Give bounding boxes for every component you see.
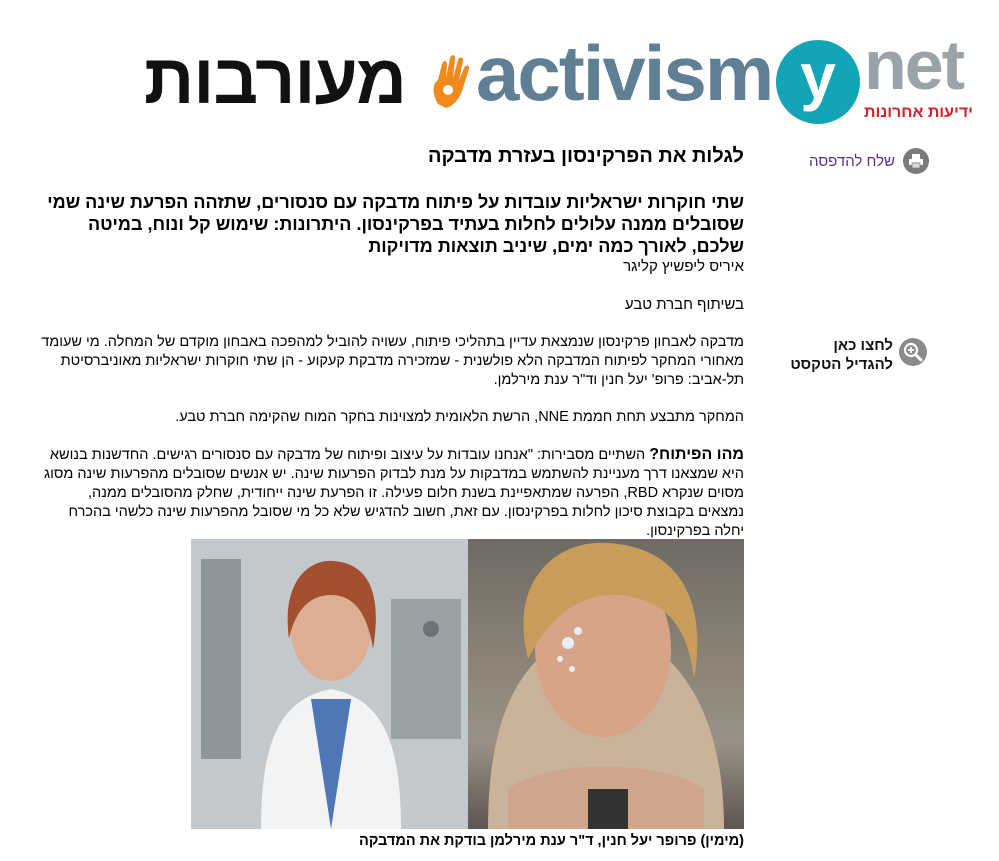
ynet-net-text: net bbox=[864, 26, 963, 104]
article-photo bbox=[191, 539, 744, 829]
article-author: איריס ליפשיץ קליגר bbox=[623, 258, 744, 275]
photo-caption: (מימין) פרופר יעל חנין, ד"ר ענת מירלמן בודקת את המדבקה bbox=[359, 833, 744, 849]
article-subtitle: שתי חוקרות ישראליות עובדות על פיתוח מדבקה עם סנסורים, שתזהה הפרעת שינה שמי שסובלים ממנה עלולים לחלות בעתיד בפרקינסון. היתרונות: שימוש קל ונוח, במיטה שלכם, לאורך כמה ימים, שיניב תוצאות מדויקות bbox=[47, 192, 744, 256]
article-paragraph-1: מדבקה לאבחון פרקינסון שנמצאת עדיין בתהליכי פיתוח, עשויה להוביל למהפכה באבחון מוקדם של המחלה. מי שעומד מאחורי המחקר לפיתוח המדבקה הלא פולשנית - שמזכירה מדבקת קעקוע - הן שתי חוקרות ישראליות מאוניברסיטת תל-אביב: פרופ' יעל חנין וד"ר ענת מירלמן. bbox=[41, 334, 744, 388]
article bbox=[40, 143, 744, 849]
ynet-logo[interactable] bbox=[776, 26, 976, 130]
print-link-label[interactable]: שלח להדפסה bbox=[808, 152, 895, 170]
activism-logo-text: activism bbox=[476, 29, 773, 117]
enlarge-text-label[interactable]: לחצו כאן להגדיל הטקסט bbox=[790, 337, 893, 373]
article-paragraph-3 bbox=[40, 445, 744, 541]
article-title: לגלות את הפרקינסון בעזרת מדבקה bbox=[427, 145, 744, 167]
photo-woman-left bbox=[468, 539, 744, 829]
photo-woman-right bbox=[191, 539, 468, 829]
print-button[interactable] bbox=[809, 148, 929, 174]
article-partner-note: בשיתוף חברת טבע bbox=[624, 296, 744, 313]
paragraph-3-body: השתיים מסבירות: "אנחנו עובדות על עיצוב ופיתוח של מדבקה עם סנסורים רגישים. החדשנות בנושא היא שמצאנו דרך מעניינת להשתמש במדבקות על מנת לבדוק הפרעות שינה. יש אנשים שסובלים מהפרעות שינה מסוג מסוים שנקרא RBD, הפרעה שמתאפיינת בשנת חלום פעילה. זו הפרעת שינה ייחודית, שחלק מהסובלים ממנה, נמצאים בקבוצת סיכון לחלות בפרקינסון. עם זאת, חשוב להדגיש שלא כל מי שסובל מהפרעות שינה כלשהי בהכרח יחלה בפרקינסון. bbox=[43, 447, 744, 539]
ynet-y-circle: y bbox=[776, 40, 860, 124]
printer-icon bbox=[903, 148, 929, 174]
header-banner bbox=[140, 26, 980, 130]
paragraph-3-lead: מהו הפיתוח? bbox=[649, 446, 744, 463]
maorevot-logo-text: מעורבות bbox=[144, 40, 406, 118]
yediot-ahronot-text: ידיעות אחרונות bbox=[864, 104, 973, 121]
article-paragraph-2: המחקר מתבצע תחת חממת NNE, הרשת הלאומית למצוינות בחקר המוח שהקימה חברת טבע. bbox=[175, 409, 744, 425]
enlarge-text-button[interactable] bbox=[789, 336, 927, 374]
hand-icon bbox=[428, 54, 474, 110]
magnifier-plus-icon bbox=[899, 338, 927, 366]
